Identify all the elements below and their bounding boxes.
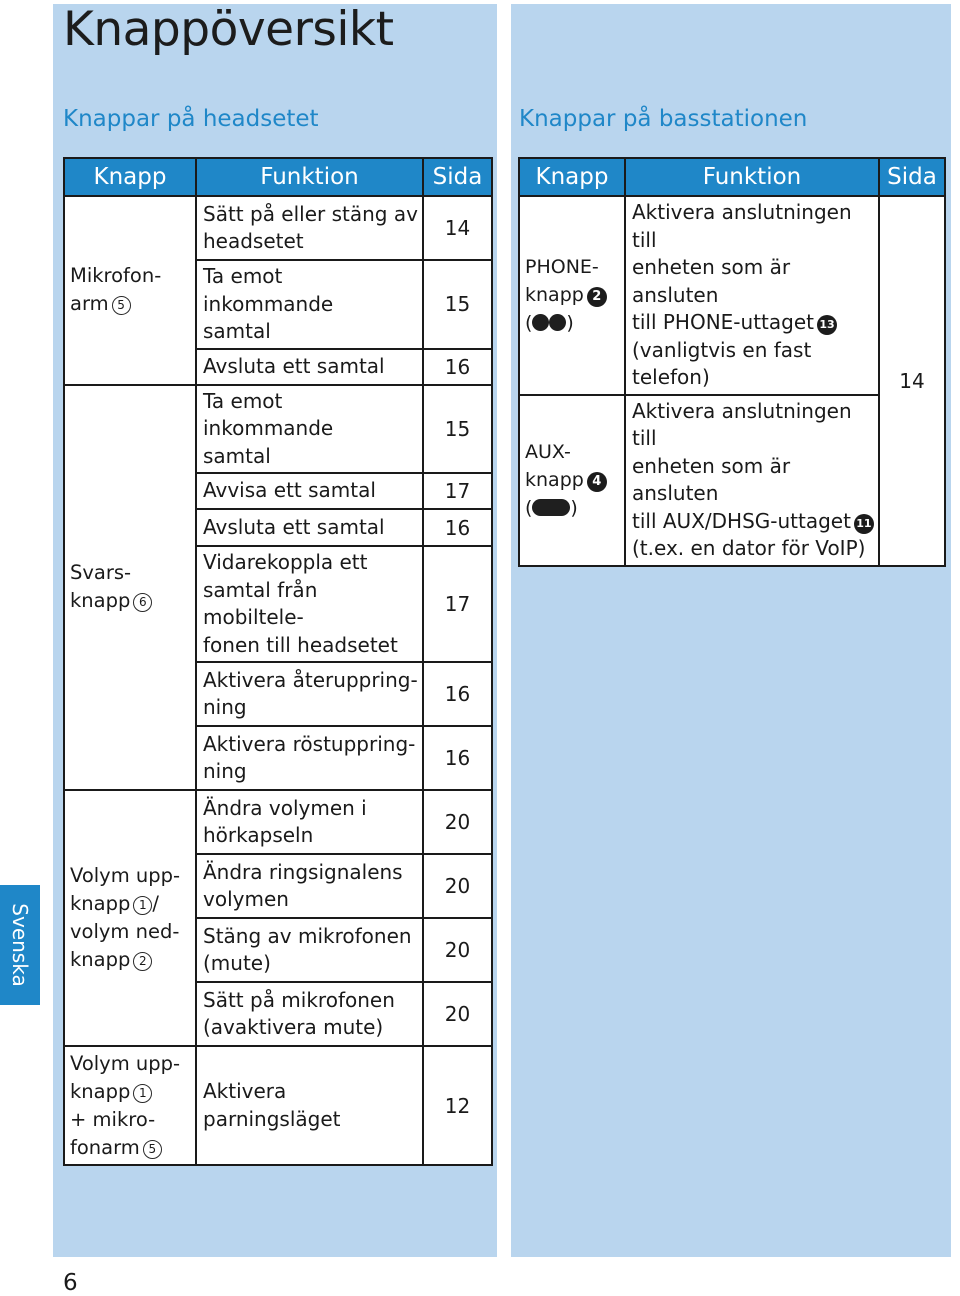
filled-number-13: 13 (817, 315, 837, 335)
header-knapp: Knapp (519, 158, 625, 196)
function-cell: Avvisa ett samtal (196, 473, 423, 509)
language-tab[interactable] (0, 885, 40, 1005)
header-funktion: Funktion (196, 158, 423, 196)
button-label: Volym upp- (70, 1051, 181, 1075)
circled-number-1: 1 (133, 1084, 152, 1103)
button-cell-pairing (64, 1046, 196, 1165)
button-cell-mikrofonarm (64, 196, 196, 385)
button-label: PHONE- (525, 256, 599, 279)
header-funktion: Funktion (625, 158, 879, 196)
button-cell-phone: PHONE- knapp 2 ( ) (519, 196, 625, 395)
headset-buttons-table (63, 157, 493, 1166)
function-cell: Aktivera röstuppring- ning (196, 726, 423, 790)
header-knapp: Knapp (64, 158, 196, 196)
filled-number-4: 4 (587, 472, 607, 492)
table-header-row (519, 158, 945, 196)
headset-section-title: Knappar på headsetet (63, 106, 319, 132)
table-row (64, 790, 492, 854)
button-label: + mikro- (70, 1107, 156, 1131)
page-cell: 17 (423, 546, 492, 662)
circled-number-5: 5 (143, 1140, 162, 1159)
table-row (64, 1046, 492, 1165)
page-cell: 17 (423, 473, 492, 509)
table-header-row (64, 158, 492, 196)
table-row (64, 196, 492, 260)
button-label: knapp (525, 284, 584, 307)
button-label: knapp (70, 1079, 131, 1103)
page-number: 6 (63, 1270, 78, 1296)
function-cell: Aktivera återuppring- ning (196, 662, 423, 726)
function-cell: Ändra ringsignalens volymen (196, 854, 423, 918)
page-cell: 20 (423, 918, 492, 982)
circled-number-2: 2 (133, 952, 152, 971)
language-tab-label: Svenska (8, 903, 32, 987)
button-label: arm (70, 292, 109, 316)
page-cell: 15 (423, 260, 492, 349)
button-cell-aux: AUX- knapp 4 ( ) (519, 395, 625, 566)
function-cell: Aktivera anslutningen till enheten som är ansluten till AUX/DHSG-uttaget 11 (t.ex. en dator för VoIP) (625, 395, 879, 566)
page-cell: 20 (423, 854, 492, 918)
page-title: Knappöversikt (63, 2, 394, 57)
phone-button-dot-icon (532, 314, 549, 331)
page-cell: 20 (423, 982, 492, 1046)
button-label: knapp (525, 469, 584, 491)
function-cell: Vidarekoppla ett samtal från mobiltele- fonen till headsetet (196, 546, 423, 662)
table-row (519, 196, 945, 395)
button-cell-svarsknapp (64, 385, 196, 791)
button-label: knapp (70, 892, 131, 915)
button-label: knapp (70, 589, 131, 613)
button-label: Mikrofon- (70, 264, 162, 288)
page-cell: 16 (423, 726, 492, 790)
button-label: Svars- (70, 561, 132, 585)
button-label: fonarm (70, 1135, 140, 1159)
header-sida: Sida (423, 158, 492, 196)
page-cell: 20 (423, 790, 492, 854)
function-cell: Avsluta ett samtal (196, 349, 423, 385)
function-cell: Sätt på mikrofonen (avaktivera mute) (196, 982, 423, 1046)
circled-number-1: 1 (133, 896, 152, 915)
function-cell: Ta emot inkommande samtal (196, 260, 423, 349)
table-row (64, 385, 492, 474)
function-cell: Ta emot inkommande samtal (196, 385, 423, 474)
page-cell: 14 (879, 196, 945, 566)
button-label: volym ned- (70, 920, 180, 943)
page-cell: 16 (423, 662, 492, 726)
function-cell: Stäng av mikrofonen (mute) (196, 918, 423, 982)
function-cell: Avsluta ett samtal (196, 509, 423, 546)
base-section-title: Knappar på basstationen (519, 106, 808, 132)
filled-number-2: 2 (587, 287, 607, 307)
button-label: / (152, 892, 159, 915)
button-cell-volume (64, 790, 196, 1046)
button-label: Volym upp- (70, 864, 181, 887)
base-buttons-table (518, 157, 946, 567)
aux-button-pill-icon (532, 499, 570, 516)
header-sida: Sida (879, 158, 945, 196)
page-cell: 16 (423, 349, 492, 385)
circled-number-6: 6 (133, 593, 152, 612)
page-cell: 14 (423, 196, 492, 260)
filled-number-11: 11 (854, 514, 874, 534)
function-cell: Aktivera anslutningen till enheten som är ansluten till PHONE-uttaget 13 (vanligtvis en fast telefon) (625, 196, 879, 395)
page-cell: 12 (423, 1046, 492, 1165)
button-label: knapp (70, 948, 131, 971)
circled-number-5: 5 (112, 296, 131, 315)
page-cell: 15 (423, 385, 492, 474)
function-cell: Ändra volymen i hörkapseln (196, 790, 423, 854)
function-cell: Sätt på eller stäng av headsetet (196, 196, 423, 260)
page-cell: 16 (423, 509, 492, 546)
phone-button-dot-icon (549, 314, 566, 331)
function-cell: Aktivera parningsläget (196, 1046, 423, 1165)
button-label: AUX- (525, 441, 571, 463)
